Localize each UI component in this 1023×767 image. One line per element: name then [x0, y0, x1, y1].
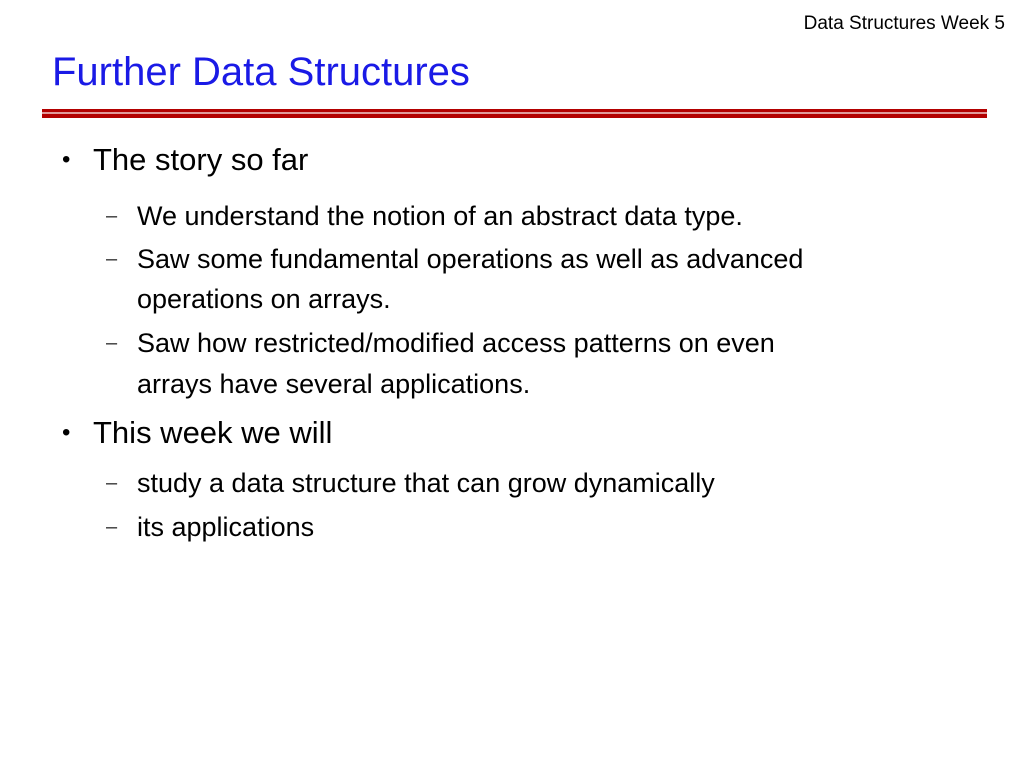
- sub-bullet-text: We understand the notion of an abstract data type.: [137, 201, 743, 231]
- slide-title: Further Data Structures: [52, 50, 470, 94]
- sub-bullet-text: its applications: [137, 512, 315, 542]
- sub-bullet-text: arrays have several applications.: [137, 369, 531, 399]
- course-week-label: Data Structures Week 5: [803, 13, 1005, 34]
- bullet-heading: This week we will: [93, 415, 333, 450]
- sub-bullet-text: Saw how restricted/modified access patterns on even: [137, 328, 775, 358]
- dash-icon: –: [106, 332, 118, 354]
- sub-bullet-text: operations on arrays.: [137, 284, 391, 314]
- sub-bullet-text: study a data structure that can grow dynamically: [137, 468, 715, 498]
- bullet-dot-icon: •: [62, 146, 71, 173]
- dash-icon: –: [106, 472, 118, 494]
- bullet-heading: The story so far: [93, 142, 309, 177]
- dash-icon: –: [106, 205, 118, 227]
- dash-icon: –: [106, 248, 118, 270]
- bullet-dot-icon: •: [62, 419, 71, 446]
- dash-icon: –: [106, 516, 118, 538]
- sub-bullet-text: Saw some fundamental operations as well as advanced: [137, 244, 804, 274]
